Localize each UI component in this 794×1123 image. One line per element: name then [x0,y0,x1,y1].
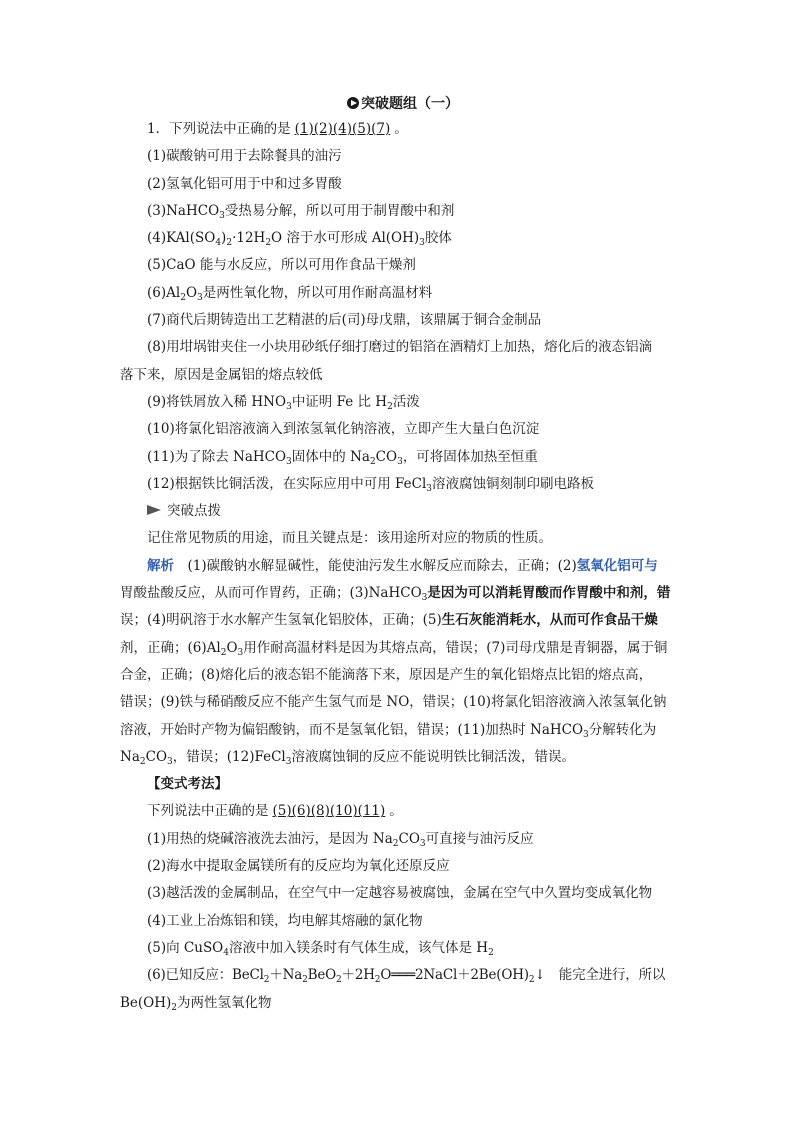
item-12: (12)根据铁比铜活泼，在实际应用中可用 FeCl$_3$溶液腐蚀铜刻制印刷电路板 [147,475,595,494]
variant-header: 【变式考法】 [147,776,228,793]
variant-item-5: (5)向 CuSO$_4$溶液中加入镁条时有气体生成，该气体是 $H_2$ [147,939,494,958]
item-4: $(4)KAl(SO_4)_2\cdot 12H_2O$ 溶于水可形成 $Al(OH)_3$胶体 [147,230,452,249]
arrow-right-icon [147,505,161,515]
variant-answer: (5)(6)(8)(10)(11) [272,803,386,820]
item-7: (7)商代后期铸造出工艺精湛的后(司)母戊鼎，该鼎属于铜合金制品 [147,312,542,329]
variant-item-1: (1)用热的烧碱溶液洗去油污，是因为 $Na_2CO_3$可直接与油污反应 [147,830,534,849]
item-3: (3)NaHCO$_3$受热易分解，所以可用于制胃酸中和剂 [147,202,455,221]
variant-item-6-line-2: $Be(OH)_2$为两性氢氧化物 [120,994,272,1013]
tips-header: 突破点拨 [120,498,686,525]
item-1: (1)碳酸钠可用于去除餐具的油污 [147,148,342,165]
item-8-line-2: 落下来，原因是金属铝的熔点较低 [120,366,323,383]
item-5: (5)CaO 能与水反应，所以可用作食品干燥剂 [147,257,416,274]
document-page [120,92,686,1017]
variant-item-3: (3)越活泼的金属制品，在空气中一定越容易被腐蚀，金属在空气中久置均变成氧化物 [147,885,653,902]
question-1-answer: (1)(2)(4)(5)(7) [294,121,391,137]
analysis-line-8: $Na_2CO_3$，错误；(12)FeCl$_3$溶液腐蚀铜的反应不能说明铁比铜活泼，错误。 [120,748,575,767]
analysis-line-7: 溶液，开始时产物为偏铝酸钠，而不是氢氧化铝，错误；(11)加热时 NaHCO$_3$分解转化为 [120,721,657,740]
analysis-line-3: 误；(4)明矾溶于水水解产生氢氧化铝胶体，正确；(5)生石灰能消耗水，从而可作食品干燥 [120,612,658,629]
item-6: $(6)Al_2O_3$是两性氧化物，所以可用作耐高温材料 [147,284,433,303]
item-8-line-1: (8)用坩埚钳夹住一小块用砂纸仔细打磨过的铝箔在酒精灯上加热，熔化后的液态铝滴 [147,339,653,356]
analysis-line-1: 解析 (1)碳酸钠水解显碱性，能使油污发生水解反应而除去，正确；(2)氢氧化铝可与 [147,557,658,574]
variant-item-6-line-1: (6)已知反应：$BeCl_2+Na_2BeO_2+2H_2O═══2NaCl+2Be(OH)_2↓$ 能完全进行，所以 [147,967,666,986]
analysis-line-5: 合金，正确；(8)熔化后的液态铝不能滴落下来，原因是产生的氧化铝熔点比铝的熔点高， [120,666,653,683]
variant-stem: 下列说法中正确的是 (5)(6)(8)(10)(11) 。 [147,803,403,820]
tips-text: 记住常见物质的用途，而且关键点是：该用途所对应的物质的性质。 [147,530,552,547]
item-9: (9)将铁屑放入稀 $HNO_3$中证明 Fe 比 $H_2$活泼 [147,393,420,412]
item-2: (2)氢氧化铝可用于中和过多胃酸 [147,175,342,192]
analysis-line-6: 错误；(9)铁与稀硝酸反应不能产生氢气而是 NO，错误；(10)将氯化铝溶液滴入浓氢氧化钠 [120,694,667,711]
variant-item-4: (4)工业上冶炼铝和镁，均电解其熔融的氯化物 [147,912,423,929]
analysis-label: 解析 [147,557,174,574]
question-1-stem: 1．下列说法中正确的是 (1)(2)(4)(5)(7) 。 [147,121,408,137]
item-11: (11)为了除去 NaHCO$_3$固体中的 $Na_2CO_3$，可将固体加热至恒重 [147,448,538,467]
item-10: (10)将氯化铝溶液滴入到浓氢氧化钠溶液，立即产生大量白色沉淀 [147,421,540,438]
analysis-line-2: 胃酸盐酸反应，从而可作胃药，正确；(3)NaHCO$_3$是因为可以消耗胃酸而作胃酸中和剂，错 [120,585,671,604]
variant-item-2: (2)海水中提取金属镁所有的反应均为氧化还原反应 [147,858,450,875]
section-title: 突破题组（一） [120,92,686,116]
analysis-line-4: 剂，正确；$(6)Al_2O_3$用作耐高温材料是因为其熔点高，错误；(7)司母戊鼎是青铜器，属于铜 [120,639,668,658]
play-circle-icon [347,97,359,109]
